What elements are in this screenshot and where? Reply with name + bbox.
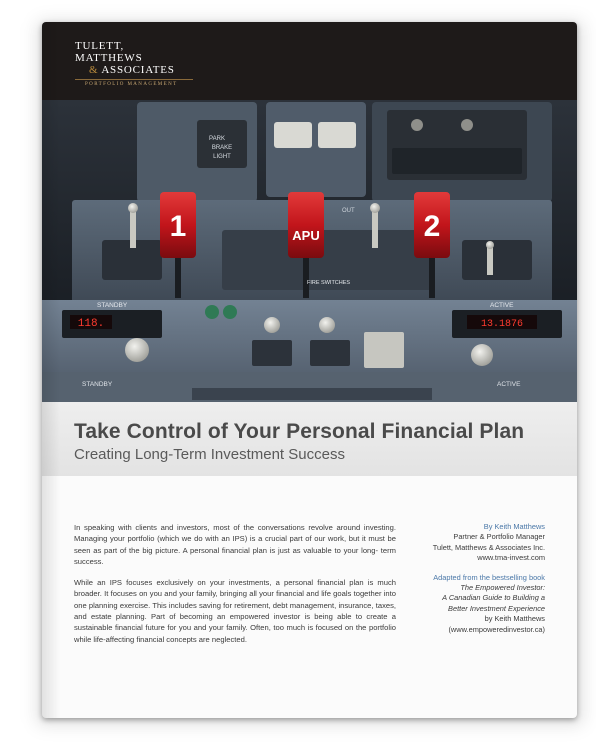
author-block — [395, 522, 545, 564]
page-subtitle: Creating Long-Term Investment Success — [74, 446, 345, 463]
article-paragraph-1: In speaking with clients and investors, most of the conversations revolve around investing. Managing your portfolio (which we do with an IPS) is a crucial part of our work, but it must be seen as part of the big picture. A personal financial plan is just as valuable to your long- term success. — [74, 523, 396, 566]
book-block — [395, 573, 545, 635]
active-label-top: ACTIVE — [490, 302, 514, 309]
logo-ampersand: & — [89, 64, 99, 76]
handle-2-label: 2 — [423, 210, 441, 243]
logo-rule — [75, 79, 193, 80]
page-title: Take Control of Your Personal Financial Plan — [74, 420, 525, 443]
cockpit-photo — [42, 100, 577, 402]
display-left: 118. — [77, 318, 105, 330]
brochure-page — [42, 22, 577, 718]
handle-1-label: 1 — [169, 210, 187, 243]
book-website: (www.empoweredinvestor.ca) — [448, 624, 545, 634]
cockpit-illustration — [42, 100, 577, 402]
author-role: Partner & Portfolio Manager — [453, 532, 545, 542]
author-company: Tulett, Matthews & Associates Inc. — [432, 542, 545, 552]
park-label: PARK — [209, 136, 225, 142]
adapted-from: Adapted from the bestselling book — [433, 572, 545, 582]
logo-line-1: TULETT, MATTHEWS — [75, 40, 143, 64]
logo-tagline: PORTFOLIO MANAGEMENT — [85, 82, 178, 87]
article-body — [74, 522, 396, 655]
fire-switches-label: FIRE SWITCHES — [307, 280, 351, 286]
author-sidebar — [395, 522, 545, 644]
book-title-line-2: A Canadian Guide to Building a — [442, 593, 545, 603]
handle-apu-label: APU — [292, 228, 320, 243]
book-author: by Keith Matthews — [484, 614, 545, 624]
article-paragraph-2: While an IPS focuses exclusively on your investments, a personal financial plan is much broader. It focuses on you and your family, bringing all your financial and life goals together into one planning exercise. This includes saving for retirement, debt management, insurance, taxes, and estate planning. Part of becoming an empowered investor is being able to create a sustainable financial future for you and your family. Often, too much is focused on the portfolio while life-affecting financial concepts are neglected. — [74, 578, 396, 644]
out-label: OUT — [342, 208, 355, 214]
active-label-bottom: ACTIVE — [497, 381, 521, 388]
standby-label-bottom: STANDBY — [82, 381, 113, 388]
book-title-line-3: Better Investment Experience — [448, 603, 545, 613]
logo-associates: ASSOCIATES — [101, 64, 175, 76]
brake-label: BRAKE — [211, 145, 233, 151]
display-right: 13.1876 — [480, 319, 524, 330]
header-band — [42, 22, 577, 100]
standby-label-top: STANDBY — [97, 302, 128, 309]
book-title-line-1: The Empowered Investor: — [460, 583, 545, 593]
author-byline: By Keith Matthews — [483, 522, 545, 531]
logo-line-2 — [75, 64, 195, 76]
author-website: www.tma-invest.com — [477, 553, 545, 563]
company-logo — [75, 40, 195, 87]
light-label: LIGHT — [213, 154, 231, 160]
title-band — [42, 402, 577, 476]
